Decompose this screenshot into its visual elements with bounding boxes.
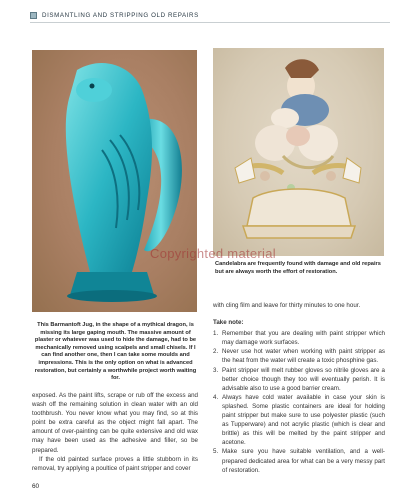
body-paragraph: If the old painted surface proves a little stubborn in its removal, try applying a poultice of paint stripper and cover (32, 455, 198, 472)
note-text: Paint stripper will melt rubber gloves so nitrile gloves are a better choice though they too will eventually perish. It is advisable also to use a good barrier cream. (222, 366, 385, 392)
left-column-text (32, 391, 198, 473)
note-item (213, 393, 385, 448)
candelabra-caption: Candelabra are frequently found with damage and old repairs but are always worth the effort of restoration. (215, 261, 381, 275)
note-number: 1. (213, 330, 219, 338)
note-item (213, 347, 385, 365)
note-number: 5. (213, 448, 219, 456)
note-heading: Take note: (213, 319, 244, 327)
body-paragraph: exposed. As the paint lifts, scrape or rub off the excess and wash off the remaining solution in clean water with an old toothbrush. You never know what you may find, so at this point be extra careful as the object might fall apart. The amount of over-painting can be quite extensive and old wax may have been used as the adhesive and filler, so be prepared. (32, 392, 198, 454)
note-item (213, 366, 385, 393)
note-number: 2. (213, 348, 219, 356)
header-square-icon (30, 12, 37, 19)
note-item (213, 329, 385, 347)
copyright-watermark: Copyrighted material (150, 246, 276, 261)
note-number: 3. (213, 366, 219, 374)
candelabra-photo (213, 48, 384, 256)
notes-list (213, 329, 385, 475)
note-text: Remember that you are dealing with paint stripper which may damage work surfaces. (222, 330, 385, 347)
continuation-text: with cling film and leave for thirty minutes to one hour. (213, 302, 361, 309)
section-title: DISMANTLING AND STRIPPING OLD REPAIRS (42, 11, 199, 19)
note-item (213, 447, 385, 474)
note-number: 4. (213, 393, 219, 401)
note-text: Never use hot water when working with paint stripper as the heat from the water will create a toxic phosphine gas. (222, 348, 385, 365)
note-text: Make sure you have suitable ventilation, and a well-prepared dedicated area for what can be a very messy part of restoration. (222, 448, 385, 474)
dragon-jug-photo (32, 50, 197, 312)
jug-caption: This Barmantoft Jug, in the shape of a mythical dragon, is missing its large gaping mouth. The massive amount of plaster or whatever was used to hide the damage, had to be mechanically removed using scalpels and small chisels. If I can find another one, then I can take some moulds and impressions. This is the only option on what is advanced restoration, but certainly a worthwhile project worth waiting for. (34, 322, 197, 382)
running-header (30, 8, 390, 22)
header-rule (30, 22, 390, 23)
right-column-text (213, 301, 385, 475)
page-number: 60 (32, 483, 40, 490)
note-text: Always have cold water available in case your skin is splashed. Some plastic containers are ideal for holding paint stripper but make sure to use polyester plastic (such as Tupperware) and not acrylic plastic (which is clear and brittle) as this will be melted by the paint stripper and acetone. (222, 393, 385, 447)
